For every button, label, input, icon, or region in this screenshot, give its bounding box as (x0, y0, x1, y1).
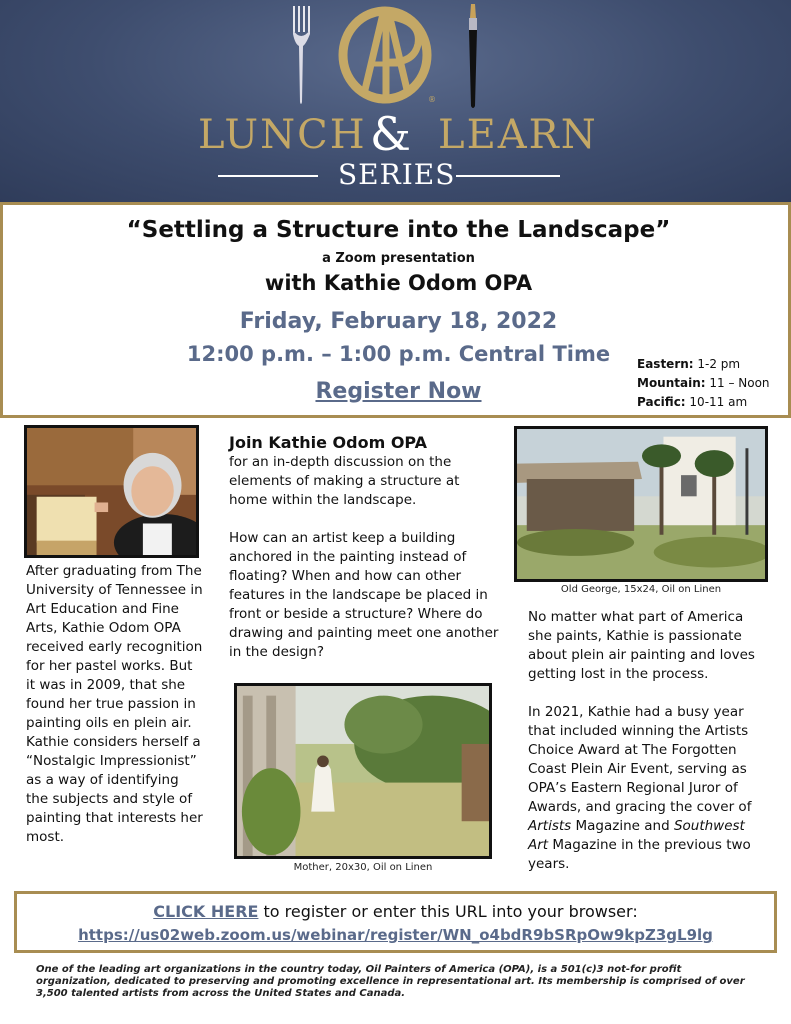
magazine-artists: Artists (528, 818, 572, 834)
event-date: Friday, February 18, 2022 (239, 309, 558, 334)
register-now-link[interactable]: Register Now (315, 379, 482, 404)
join-heading: Join Kathie Odom OPA (229, 433, 428, 452)
registration-url-link[interactable]: https://us02web.zoom.us/webinar/register/WN_o4bdR9bSRpOw9kpZ3gL9lg (78, 926, 713, 944)
painting-old-george (514, 426, 768, 582)
join-intro: for an in-depth discussion on the elements of making a structure at home within the landscape. (229, 454, 460, 508)
zone-value: 1-2 pm (693, 357, 741, 371)
passion-text: No matter what part of America she paints, Kathie is passionate about plein air painting and loves getting lost in the process. (528, 609, 755, 682)
cta-line (17, 902, 774, 921)
lunch-word: LUNCH (198, 112, 367, 158)
year-text-part: In 2021, Kathie had a busy year that included winning the Artists Choice Award at The Forgotten Coast Plein Air Event, serving as OPA’s Eastern Regional Juror of Awards, and gracing the cover of (528, 704, 752, 815)
year-text-part: Magazine in the previous two years. (528, 837, 751, 872)
event-format: a Zoom presentation (322, 251, 475, 266)
magazine-southwest-art: Southwest Art (528, 818, 745, 853)
logo-area (0, 0, 791, 203)
divider-right (456, 175, 560, 177)
zone-value: 11 – Noon (705, 376, 770, 390)
fork-icon (290, 6, 312, 106)
zone-mountain (637, 374, 770, 393)
opa-logo-icon (330, 2, 440, 108)
join-questions: How can an artist keep a building anchored in the painting instead of floating? When and how can other features in the landscape be placed in front or beside a structure? Where do drawing and painting meet one another in the design? (229, 530, 499, 660)
event-title: “Settling a Structure into the Landscape” (126, 217, 671, 243)
divider-left (218, 175, 318, 177)
zone-value: 10-11 am (685, 395, 748, 409)
event-time: 12:00 p.m. – 1:00 p.m. Central Time (186, 342, 611, 366)
series-word: SERIES (338, 158, 456, 191)
year-text (528, 703, 760, 874)
footer-disclaimer: One of the leading art organizations in the country today, Oil Painters of America (OPA), is a 501(c)3 not-for profit organization, dedicated to preserving and promoting excellence in representational art. Its membership is comprised of over 3,500 talented artists from across the United States and Canada. (36, 964, 745, 999)
click-here-link[interactable]: CLICK HERE (153, 902, 259, 921)
bio-text: After graduating from The University of Tennessee in Art Education and Fine Arts, Kathie Odom OPA received early recognition for her pastel works. But it was in 2009, that she found her true passion in painting oils en plein air. Kathie considers herself a “Nostalgic Impressionist” as a way of identifying the subjects and style of painting that interests her most. (26, 563, 203, 845)
cta-text: to register or enter this URL into your browser: (258, 902, 638, 921)
paintbrush-icon (466, 4, 480, 108)
zone-pacific (637, 393, 770, 412)
learn-word: LEARN (438, 112, 598, 158)
svg-text:®: ® (428, 95, 436, 104)
time-zones (637, 355, 770, 412)
zone-label: Pacific: (637, 395, 686, 409)
header-banner (0, 0, 791, 203)
register-cta-box (14, 891, 777, 953)
zone-label: Eastern: (637, 357, 694, 371)
ampersand: & (370, 107, 411, 161)
caption-old-george: Old George, 15x24, Oil on Linen (560, 584, 722, 595)
painting-mother (234, 683, 492, 859)
caption-mother: Mother, 20x30, Oil on Linen (293, 862, 433, 873)
join-section (229, 433, 499, 662)
right-column-text (528, 608, 760, 874)
event-presenter: with Kathie Odom OPA (264, 271, 533, 295)
zone-eastern (637, 355, 770, 374)
event-info-box (0, 202, 791, 418)
zone-label: Mountain: (637, 376, 706, 390)
year-text-part: Magazine and (571, 818, 674, 834)
artist-portrait (24, 425, 199, 558)
